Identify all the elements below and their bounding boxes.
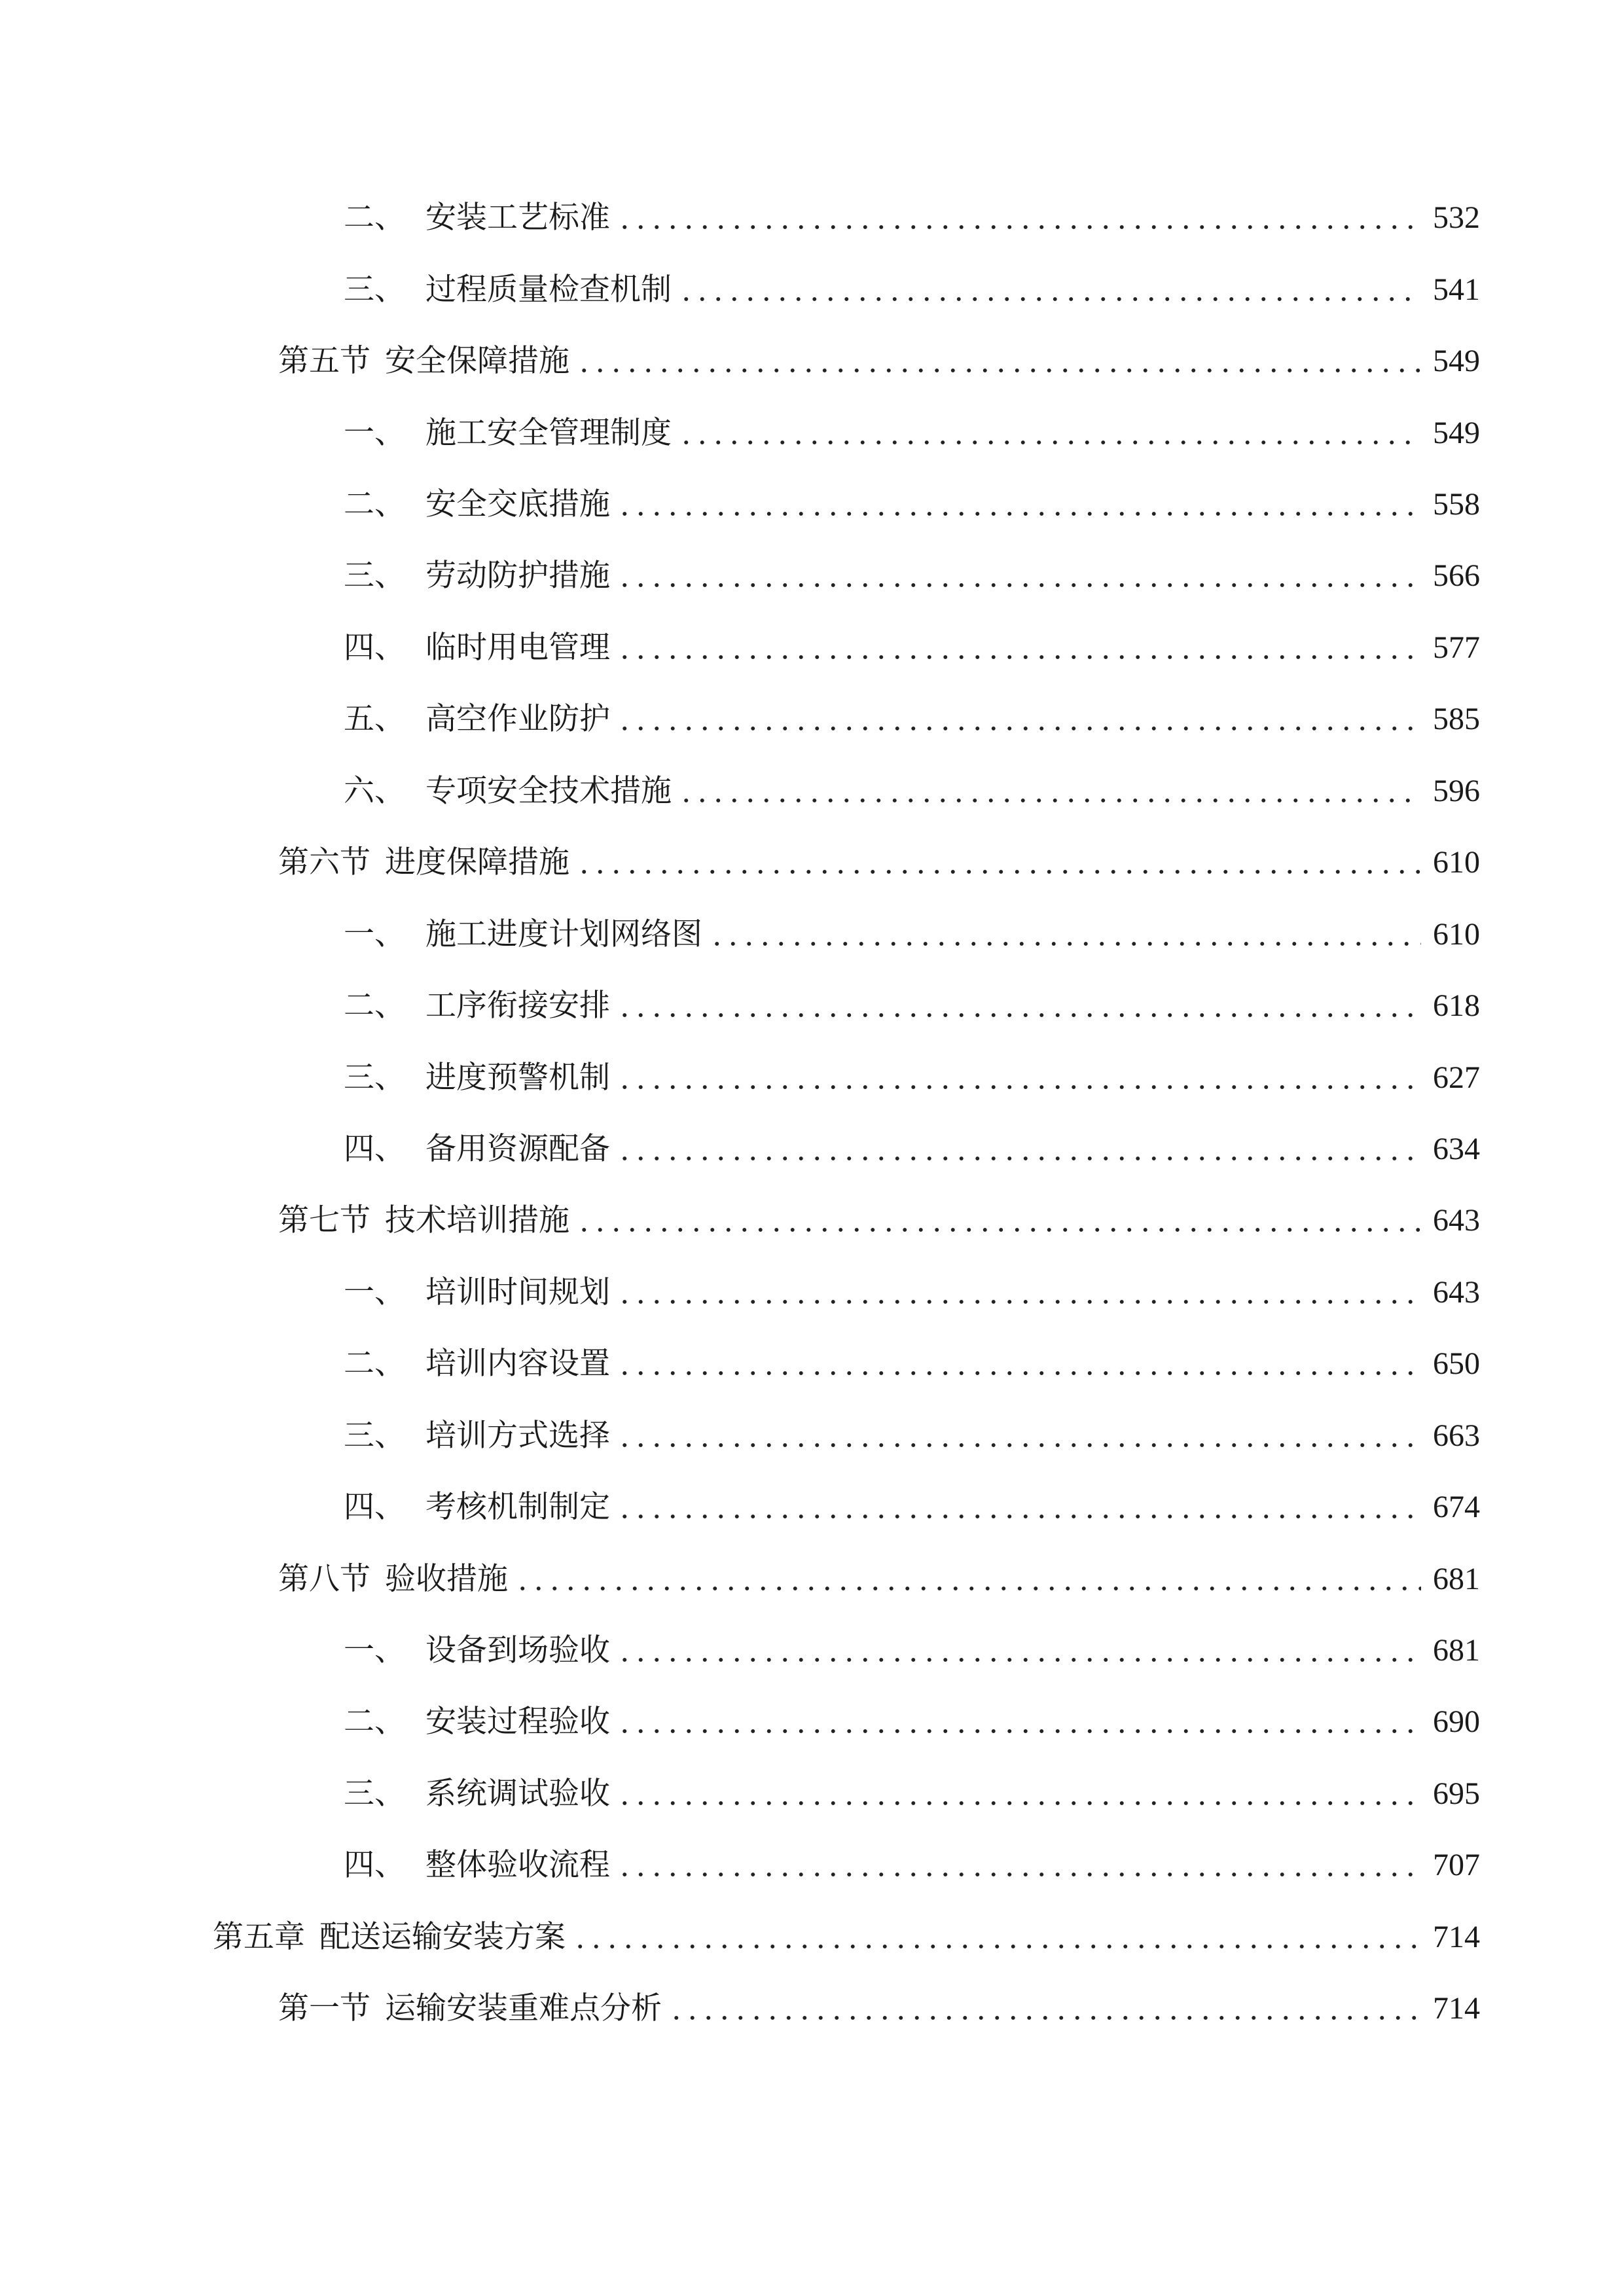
- toc-entry-number: 第五章: [213, 1919, 305, 1955]
- toc-entry[interactable]: [344, 1839, 1480, 1892]
- toc-entry-page: 577: [1433, 630, 1480, 665]
- toc-entry-number: 一、: [344, 1632, 405, 1668]
- toc-section-entry[interactable]: [278, 335, 1480, 387]
- toc-entry-title: 培训内容设置: [425, 1346, 610, 1382]
- toc-section-entry[interactable]: [278, 836, 1480, 889]
- toc-entry-page: 549: [1433, 416, 1480, 450]
- toc-entry-page: 566: [1433, 558, 1480, 593]
- toc-entry-page: 674: [1433, 1490, 1480, 1524]
- toc-entry-number: 四、: [344, 630, 405, 666]
- toc-entry-page: 643: [1433, 1275, 1480, 1310]
- toc-dot-leader: [617, 1873, 1421, 1876]
- toc-entry-page: 634: [1433, 1132, 1480, 1166]
- toc-entry-title: 临时用电管理: [425, 630, 610, 666]
- toc-entry-number: 二、: [344, 988, 405, 1024]
- toc-dot-leader: [678, 440, 1421, 444]
- toc-entry[interactable]: [344, 1768, 1480, 1820]
- toc-dot-leader: [668, 2016, 1421, 2020]
- toc-dot-leader: [617, 726, 1421, 730]
- toc-dot-leader: [617, 1157, 1421, 1160]
- toc-entry-title: 劳动防护措施: [425, 558, 610, 594]
- toc-entry-page: 643: [1433, 1203, 1480, 1238]
- toc-entry-page: 663: [1433, 1418, 1480, 1453]
- toc-dot-leader: [617, 655, 1421, 659]
- toc-entry-page: 707: [1433, 1848, 1480, 1882]
- toc-entry[interactable]: [344, 264, 1480, 316]
- toc-entry-title: 配送运输安装方案: [319, 1919, 566, 1955]
- toc-dot-leader: [617, 512, 1421, 516]
- toc-entry-title: 培训时间规划: [425, 1274, 610, 1310]
- toc-entry-number: 三、: [344, 558, 405, 594]
- toc-entry-number: 二、: [344, 1704, 405, 1740]
- toc-entry-page: 714: [1433, 1991, 1480, 2026]
- toc-entry-page: 549: [1433, 344, 1480, 378]
- toc-entry[interactable]: [344, 1696, 1480, 1748]
- toc-entry-page: 681: [1433, 1562, 1480, 1596]
- toc-entry-title: 施工安全管理制度: [425, 415, 672, 451]
- toc-entry-number: 第五节: [278, 343, 370, 379]
- toc-entry[interactable]: [344, 693, 1480, 745]
- toc-entry-title: 安全保障措施: [385, 343, 569, 379]
- toc-dot-leader: [617, 583, 1421, 587]
- toc-entry-page: 618: [1433, 988, 1480, 1023]
- toc-entry-title: 施工进度计划网络图: [425, 916, 702, 952]
- toc-dot-leader: [617, 225, 1421, 229]
- toc-entry-number: 第八节: [278, 1561, 370, 1597]
- toc-entry-page: 558: [1433, 487, 1480, 522]
- toc-entry-page: 681: [1433, 1633, 1480, 1668]
- toc-entry[interactable]: [344, 1338, 1480, 1390]
- toc-entry-title: 设备到场验收: [425, 1632, 610, 1668]
- toc-entry-number: 六、: [344, 773, 405, 809]
- toc-entry[interactable]: [344, 765, 1480, 817]
- toc-entry[interactable]: [344, 1410, 1480, 1462]
- toc-entry-page: 585: [1433, 702, 1480, 736]
- toc-entry-title: 验收措施: [385, 1561, 508, 1597]
- toc-entry-title: 备用资源配备: [425, 1131, 610, 1167]
- toc-entry-number: 四、: [344, 1131, 405, 1167]
- toc-entry-number: 四、: [344, 1489, 405, 1525]
- toc-entry-number: 一、: [344, 1274, 405, 1310]
- toc-entry-title: 进度保障措施: [385, 844, 569, 880]
- toc-entry-page: 541: [1433, 272, 1480, 307]
- toc-entry[interactable]: [344, 1481, 1480, 1534]
- toc-entry-number: 一、: [344, 916, 405, 952]
- toc-entry-title: 系统调试验收: [425, 1776, 610, 1812]
- toc-entry[interactable]: [344, 1123, 1480, 1175]
- toc-entry[interactable]: [344, 622, 1480, 674]
- toc-entry-number: 三、: [344, 1776, 405, 1812]
- toc-entry[interactable]: [344, 192, 1480, 244]
- toc-entry-page: 596: [1433, 774, 1480, 808]
- toc-entry-title: 安装过程验收: [425, 1704, 610, 1740]
- toc-entry-title: 运输安装重难点分析: [385, 1990, 662, 2026]
- toc-section-entry[interactable]: [278, 1194, 1480, 1247]
- toc-entry-title: 整体验收流程: [425, 1847, 610, 1883]
- toc-entry[interactable]: [344, 980, 1480, 1032]
- toc-dot-leader: [572, 1945, 1421, 1948]
- toc-entry-title: 培训方式选择: [425, 1418, 610, 1454]
- toc-entry-number: 三、: [344, 272, 405, 308]
- toc-dot-leader: [617, 1443, 1421, 1447]
- toc-dot-leader: [617, 1729, 1421, 1733]
- toc-entry-number: 一、: [344, 415, 405, 451]
- toc-entry-title: 专项安全技术措施: [425, 773, 672, 809]
- toc-entry-title: 高空作业防护: [425, 701, 610, 737]
- toc-entry[interactable]: [344, 1624, 1480, 1677]
- toc-entry-title: 安全交底措施: [425, 486, 610, 522]
- toc-entry-page: 627: [1433, 1060, 1480, 1095]
- toc-chapter-entry[interactable]: [213, 1911, 1480, 1964]
- toc-dot-leader: [617, 1658, 1421, 1662]
- toc-dot-leader: [617, 1300, 1421, 1304]
- toc-entry-number: 第一节: [278, 1990, 370, 2026]
- toc-dot-leader: [576, 870, 1421, 874]
- toc-entry-number: 第六节: [278, 844, 370, 880]
- toc-entry-page: 695: [1433, 1776, 1480, 1811]
- toc-entry[interactable]: [344, 407, 1480, 459]
- toc-entry-number: 二、: [344, 486, 405, 522]
- toc-entry-number: 五、: [344, 701, 405, 737]
- toc-entry-title: 工序衔接安排: [425, 988, 610, 1024]
- toc-entry-number: 第七节: [278, 1202, 370, 1238]
- toc-dot-leader: [576, 368, 1421, 372]
- toc-entry-page: 714: [1433, 1920, 1480, 1954]
- toc-entry-page: 610: [1433, 845, 1480, 880]
- toc-dot-leader: [617, 1801, 1421, 1805]
- toc-dot-leader: [617, 1085, 1421, 1089]
- toc-section-entry[interactable]: [278, 1553, 1480, 1605]
- toc-dot-leader: [617, 1371, 1421, 1375]
- toc-section-entry[interactable]: [278, 1982, 1480, 2035]
- toc-entry[interactable]: [344, 1266, 1480, 1319]
- toc-entry-page: 610: [1433, 917, 1480, 952]
- toc-entry-number: 三、: [344, 1060, 405, 1096]
- toc-entry-title: 进度预警机制: [425, 1060, 610, 1096]
- toc-entry-title: 技术培训措施: [385, 1202, 569, 1238]
- toc-entry-title: 考核机制制定: [425, 1489, 610, 1525]
- toc-entry[interactable]: [344, 478, 1480, 531]
- toc-entry-number: 二、: [344, 200, 405, 236]
- toc-entry-number: 三、: [344, 1418, 405, 1454]
- toc-entry-number: 二、: [344, 1346, 405, 1382]
- toc-entry-title: 安装工艺标准: [425, 200, 610, 236]
- toc-entry[interactable]: [344, 908, 1480, 961]
- toc-dot-leader: [617, 1515, 1421, 1518]
- toc-dot-leader: [576, 1228, 1421, 1232]
- toc-dot-leader: [709, 942, 1421, 946]
- toc-entry-number: 四、: [344, 1847, 405, 1883]
- toc-dot-leader: [514, 1587, 1421, 1590]
- toc-dot-leader: [678, 798, 1421, 802]
- toc-dot-leader: [678, 297, 1421, 301]
- toc-entry-page: 532: [1433, 200, 1480, 235]
- toc-entry-page: 690: [1433, 1704, 1480, 1739]
- toc-entry[interactable]: [344, 1052, 1480, 1104]
- toc-entry-page: 650: [1433, 1346, 1480, 1381]
- toc-entry-title: 过程质量检查机制: [425, 272, 672, 308]
- toc-entry[interactable]: [344, 550, 1480, 602]
- toc-dot-leader: [617, 1013, 1421, 1017]
